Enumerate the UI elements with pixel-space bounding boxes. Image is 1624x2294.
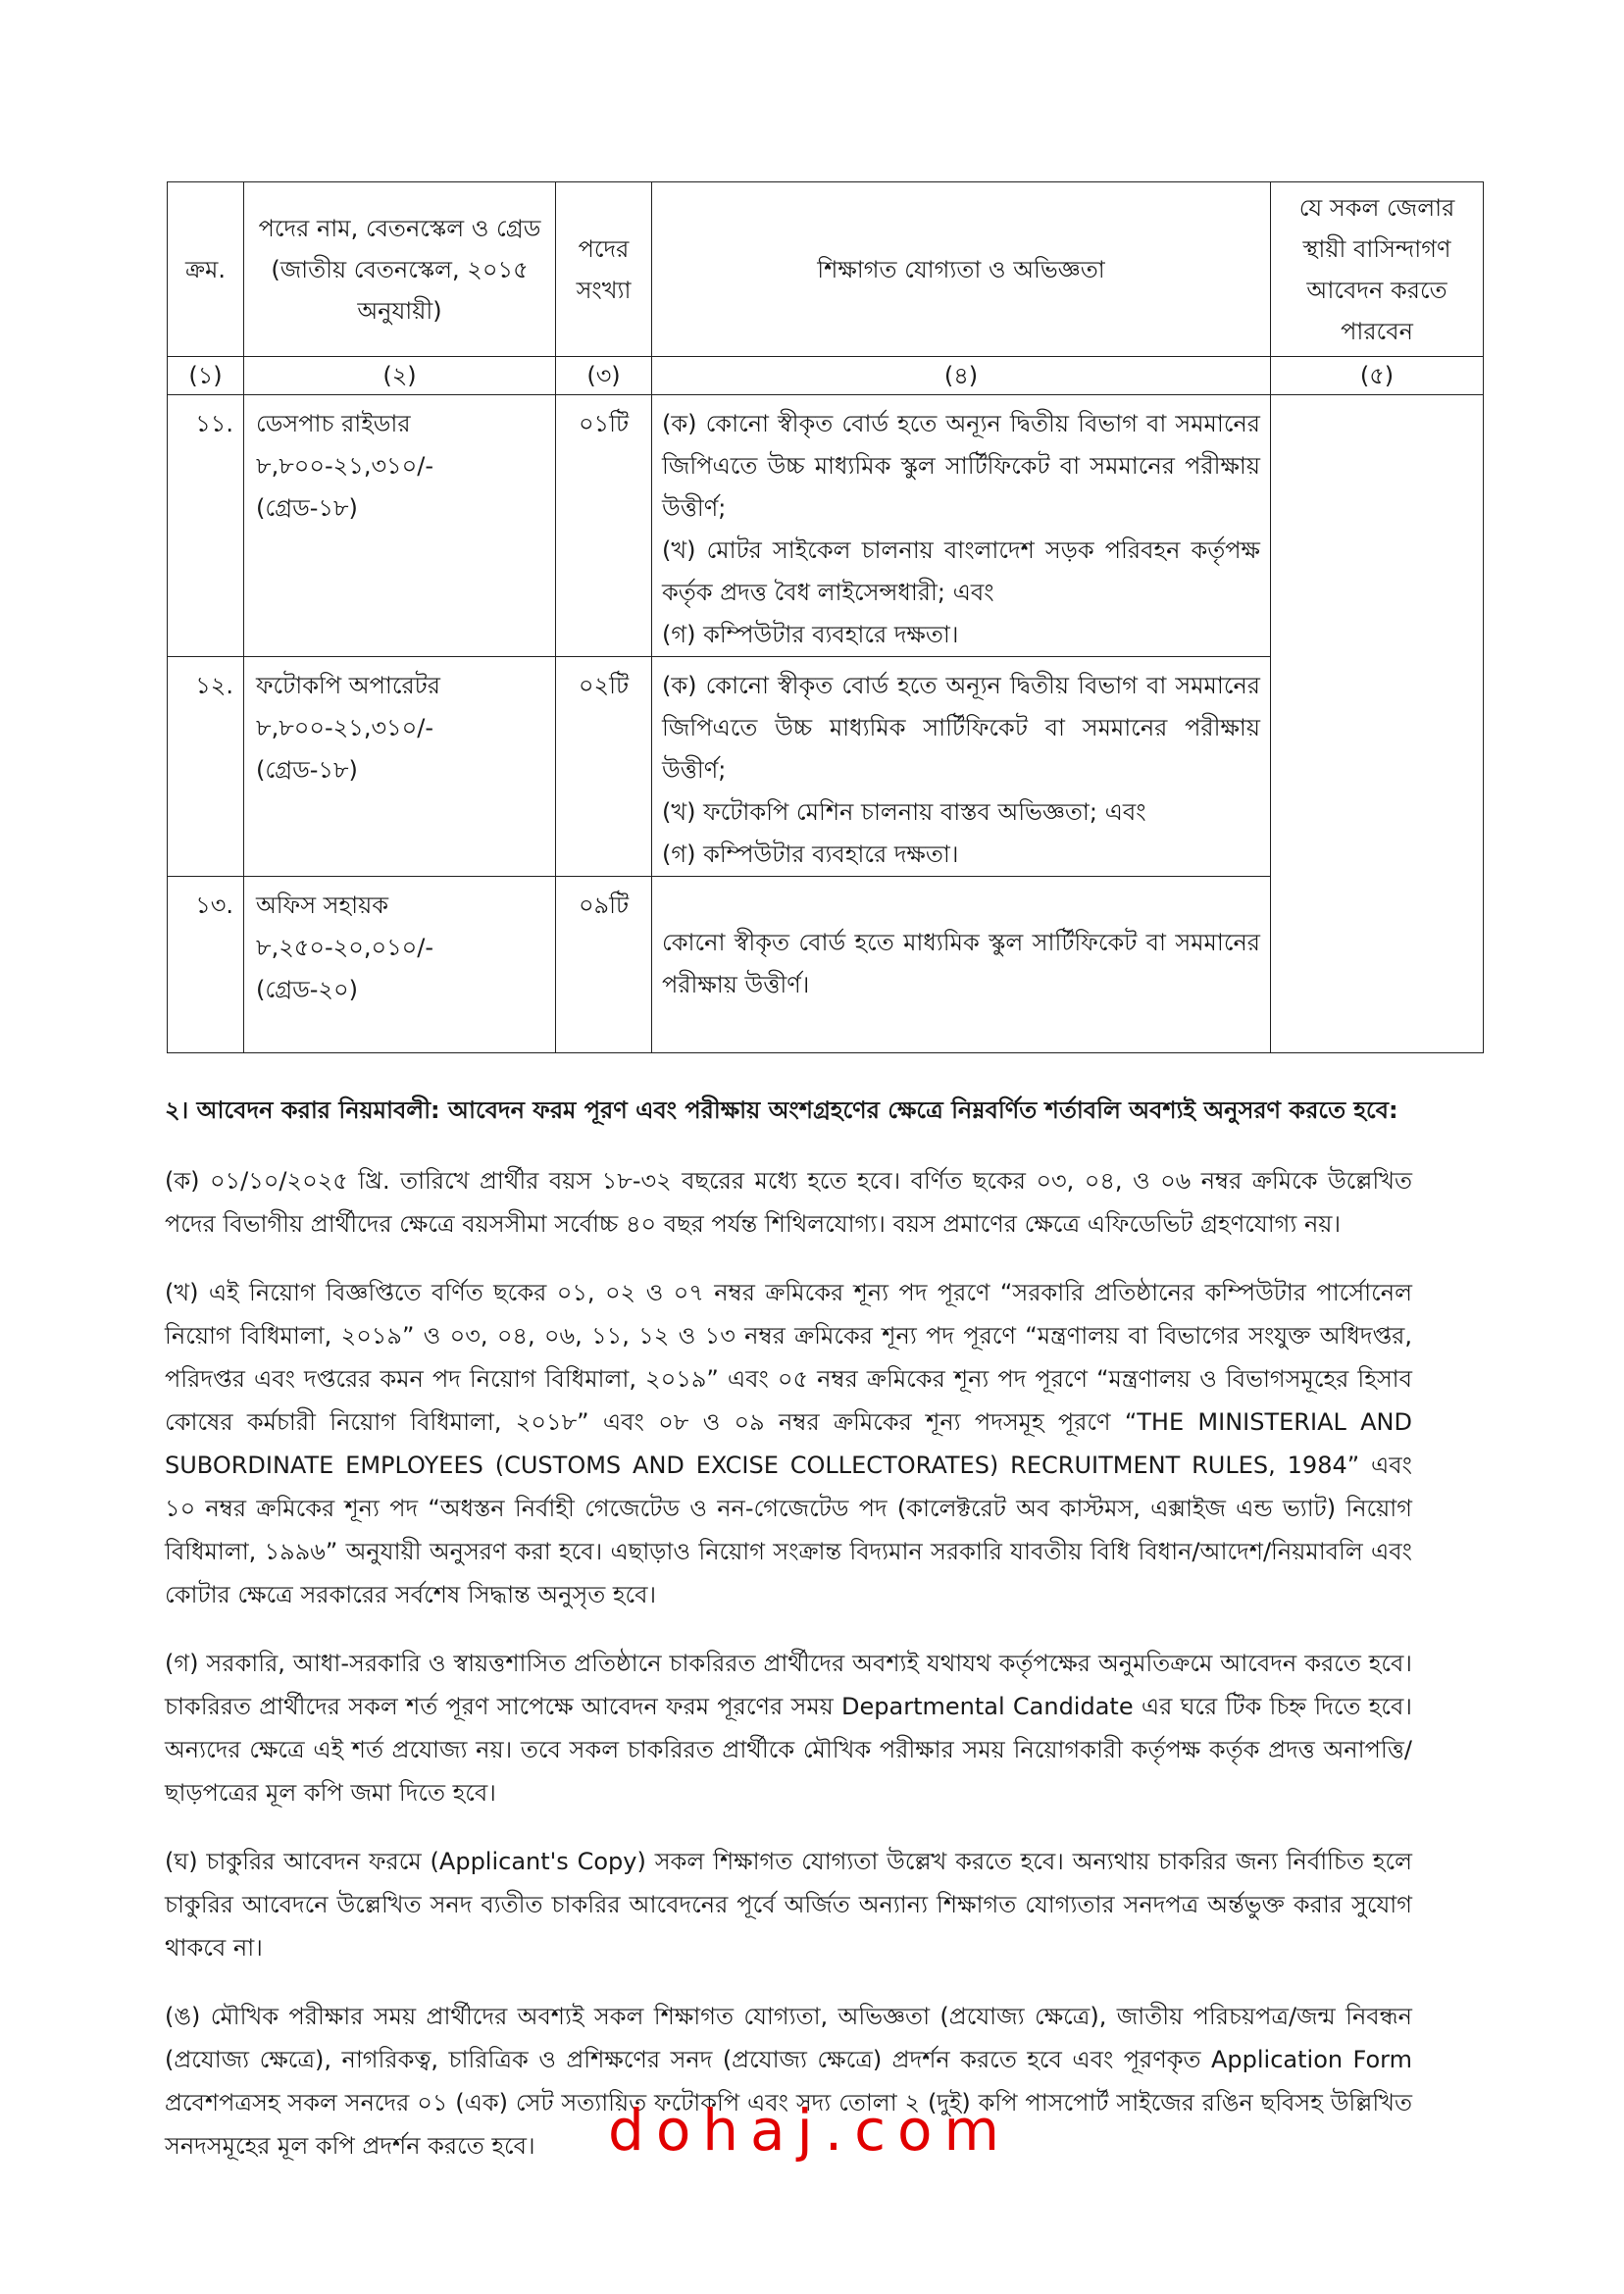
qualification-item: (খ) মোটর সাইকেল চালনায় বাংলাদেশ সড়ক পরিবহন কর্তৃপক্ষ কর্তৃক প্রদত্ত বৈধ লাইসেন্সধারী; এবং [662, 536, 1260, 606]
rule-ga: (গ) সরকারি, আধা-সরকারি ও স্বায়ত্তশাসিত প্রতিষ্ঠানে চাকরিরত প্রার্থীদের অবশ্যই যথাযথ কর্তৃপক্ষের অনুমতিক্রমে আবেদন করতে হবে। চাকরিরত প্রার্থীদের সকল শর্ত পূরণ সাপেক্ষে আবেদন ফরম পূরণের সময় Departmental Candidate এর ঘরে টিক চিহ্ন দিতে হবে। অন্যদের ক্ষেত্রে এই শর্ত প্রযোজ্য নয়। তবে সকল চাকরিরত প্রার্থীকে মৌখিক পরীক্ষার সময় নিয়োগকারী কর্তৃপক্ষ কর্তৃক প্রদত্ত অনাপত্তি/ছাড়পত্রের মূল কপি জমা দিতে হবে। [165, 1650, 1412, 1807]
table-header-row [168, 182, 1484, 357]
post-name: ফটোকপি অপারেটর [256, 672, 440, 699]
column-number-row [168, 357, 1484, 395]
row-post [244, 657, 556, 877]
row-qualification [652, 657, 1271, 877]
header-serial: ক্রম. [168, 182, 244, 357]
row-serial: ১২. [168, 657, 244, 877]
row-post [244, 395, 556, 657]
rule-kha: (খ) এই নিয়োগ বিজ্ঞপ্তিতে বর্ণিত ছকের ০১, ০২ ও ০৭ নম্বর ক্রমিকের শূন্য পদ পূরণে “সরকারি প্রতিষ্ঠানের কম্পিউটার পার্সোনেল নিয়োগ বিধিমালা, ২০১৯” ও ০৩, ০৪, ০৬, ১১, ১২ ও ১৩ নম্বর ক্রমিকের শূন্য পদ পূরণে “মন্ত্রণালয় বা বিভাগের সংযুক্ত অধিদপ্তর, পরিদপ্তর এবং দপ্তরের কমন পদ নিয়োগ বিধিমালা, ২০১৯” এবং ০৫ নম্বর ক্রমিকের শূন্য পদ পূরণে “মন্ত্রণালয় ও বিভাগসমূহের হিসাব কোষের কর্মচারী নিয়োগ বিধিমালা, ২০১৮” এবং ০৮ ও ০৯ নম্বর ক্রমিকের শূন্য পদসমূহ পূরণে “THE MINISTERIAL AND SUBORDINATE EMPLOYEES (CUSTOMS AND EXCISE COLLECTORATES) RECRUITMENT RULES, 1984” এবং ১০ নম্বর ক্রমিকের শূন্য পদ “অধস্তন নির্বাহী গেজেটেড ও নন-গেজেটেড পদ (কালেক্টরেট অব কাস্টমস, এক্সাইজ এন্ড ভ্যাট) নিয়োগ বিধিমালা, ১৯৯৬” অনুযায়ী অনুসরণ করা হবে। এছাড়াও নিয়োগ সংক্রান্ত বিদ্যমান সরকারি যাবতীয় বিধি বিধান/আদেশ/নিয়মাবলি এবং কোটার ক্ষেত্রে সরকারের সর্বশেষ সিদ্ধান্ত অনুসৃত হবে। [165, 1279, 1412, 1608]
column-number: (৫) [1271, 357, 1484, 395]
pay-scale: ৮,৮০০-২১,৩১০/- [256, 714, 433, 741]
row-count: ০২টি [556, 657, 652, 877]
qualification-item: (খ) ফটোকপি মেশিন চালনায় বাস্তব অভিজ্ঞতা; এবং [662, 798, 1146, 826]
table-row [168, 395, 1484, 657]
row-count: ০৯টি [556, 877, 652, 1053]
qualification-item: (ক) কোনো স্বীকৃত বোর্ড হতে অন্যূন দ্বিতীয় বিভাগ বা সমমানের জিপিএতে উচ্চ মাধ্যমিক সার্টিফিকেট বা সমমানের পরীক্ষায় উত্তীর্ণ; [662, 672, 1260, 784]
column-number: (১) [168, 357, 244, 395]
grade: (গ্রেড-২০) [256, 976, 358, 1003]
post-name: ডেসপাচ রাইডার [256, 410, 411, 437]
qualification-item: (ক) কোনো স্বীকৃত বোর্ড হতে অন্যূন দ্বিতীয় বিভাগ বা সমমানের জিপিএতে উচ্চ মাধ্যমিক স্কুল সার্টিফিকেট বা সমমানের পরীক্ষায় উত্তীর্ণ; [662, 410, 1260, 522]
row-qualification [652, 877, 1271, 1053]
row-districts [1271, 395, 1484, 1053]
row-post [244, 877, 556, 1053]
pay-scale: ৮,২৫০-২০,০১০/- [256, 934, 434, 961]
rule-uma: (ঙ) মৌখিক পরীক্ষার সময় প্রার্থীদের অবশ্যই সকল শিক্ষাগত যোগ্যতা, অভিজ্ঞতা (প্রযোজ্য ক্ষেত্রে), জাতীয় পরিচয়পত্র/জন্ম নিবন্ধন (প্রযোজ্য ক্ষেত্রে), নাগরিকত্ব, চারিত্রিক ও প্রশিক্ষণের সনদ (প্রযোজ্য ক্ষেত্রে) প্রদর্শন করতে হবে এবং পূরণকৃত Application Form প্রবেশপত্রসহ সকল সনদের ০১ (এক) সেট সত্যায়িত ফটোকপি এবং সদ্য তোলা ২ (দুই) কপি পাসপোর্ট সাইজের রঙিন ছবিসহ উল্লিখিত সনদসমূহের মূল কপি প্রদর্শন করতে হবে। [165, 2003, 1412, 2160]
rules-heading: ২। আবেদন করার নিয়মাবলী: আবেদন ফরম পূরণ এবং পরীক্ষায় অংশগ্রহণের ক্ষেত্রে নিম্নবর্ণিত শর্তাবলি অবশ্যই অনুসরণ করতে হবে: [165, 1096, 1398, 1124]
site-watermark: dohaj.com [608, 2097, 1012, 2164]
application-rules [165, 1089, 1412, 2193]
header-count: পদের সংখ্যা [556, 182, 652, 357]
rule-ka: (ক) ০১/১০/২০২৫ খ্রি. তারিখে প্রার্থীর বয়স ১৮-৩২ বছরের মধ্যে হতে হবে। বর্ণিত ছকের ০৩, ০৪, ও ০৬ নম্বর ক্রমিকে উল্লেখিত পদের বিভাগীয় প্রার্থীদের ক্ষেত্রে বয়সসীমা সর্বোচ্চ ৪০ বছর পর্যন্ত শিথিলযোগ্য। বয়স প্রমাণের ক্ষেত্রে এফিডেভিট গ্রহণযোগ্য নয়। [165, 1167, 1412, 1238]
header-districts: যে সকল জেলার স্থায়ী বাসিন্দাগণ আবেদন করতে পারবেন [1271, 182, 1484, 357]
qualification-item: (গ) কম্পিউটার ব্যবহারে দক্ষতা। [662, 841, 959, 868]
rule-gha: (ঘ) চাকুরির আবেদন ফরমে (Applicant's Copy) সকল শিক্ষাগত যোগ্যতা উল্লেখ করতে হবে। অন্যথায় চাকরির জন্য নির্বাচিত হলে চাকুরির আবেদনে উল্লেখিত সনদ ব্যতীত চাকরির আবেদনের পূর্বে অর্জিত অন্যান্য শিক্ষাগত যোগ্যতার সনদপত্র অর্ন্তভুক্ত করার সুযোগ থাকবে না। [165, 1848, 1412, 1962]
header-post: পদের নাম, বেতনস্কেল ও গ্রেড (জাতীয় বেতনস্কেল, ২০১৫ অনুযায়ী) [244, 182, 556, 357]
row-qualification [652, 395, 1271, 657]
row-serial: ১৩. [168, 877, 244, 1053]
row-serial: ১১. [168, 395, 244, 657]
grade: (গ্রেড-১৮) [256, 756, 358, 784]
post-name: অফিস সহায়ক [256, 892, 389, 919]
row-count: ০১টি [556, 395, 652, 657]
column-number: (৩) [556, 357, 652, 395]
pay-scale: ৮,৮০০-২১,৩১০/- [256, 452, 433, 480]
column-number: (৪) [652, 357, 1271, 395]
header-qualification: শিক্ষাগত যোগ্যতা ও অভিজ্ঞতা [652, 182, 1271, 357]
qualification-item: কোনো স্বীকৃত বোর্ড হতে মাধ্যমিক স্কুল সার্টিফিকেট বা সমমানের পরীক্ষায় উত্তীর্ণ। [662, 929, 1260, 998]
grade: (গ্রেড-১৮) [256, 494, 358, 522]
posts-table [167, 181, 1484, 1053]
column-number: (২) [244, 357, 556, 395]
qualification-item: (গ) কম্পিউটার ব্যবহারে দক্ষতা। [662, 621, 959, 648]
